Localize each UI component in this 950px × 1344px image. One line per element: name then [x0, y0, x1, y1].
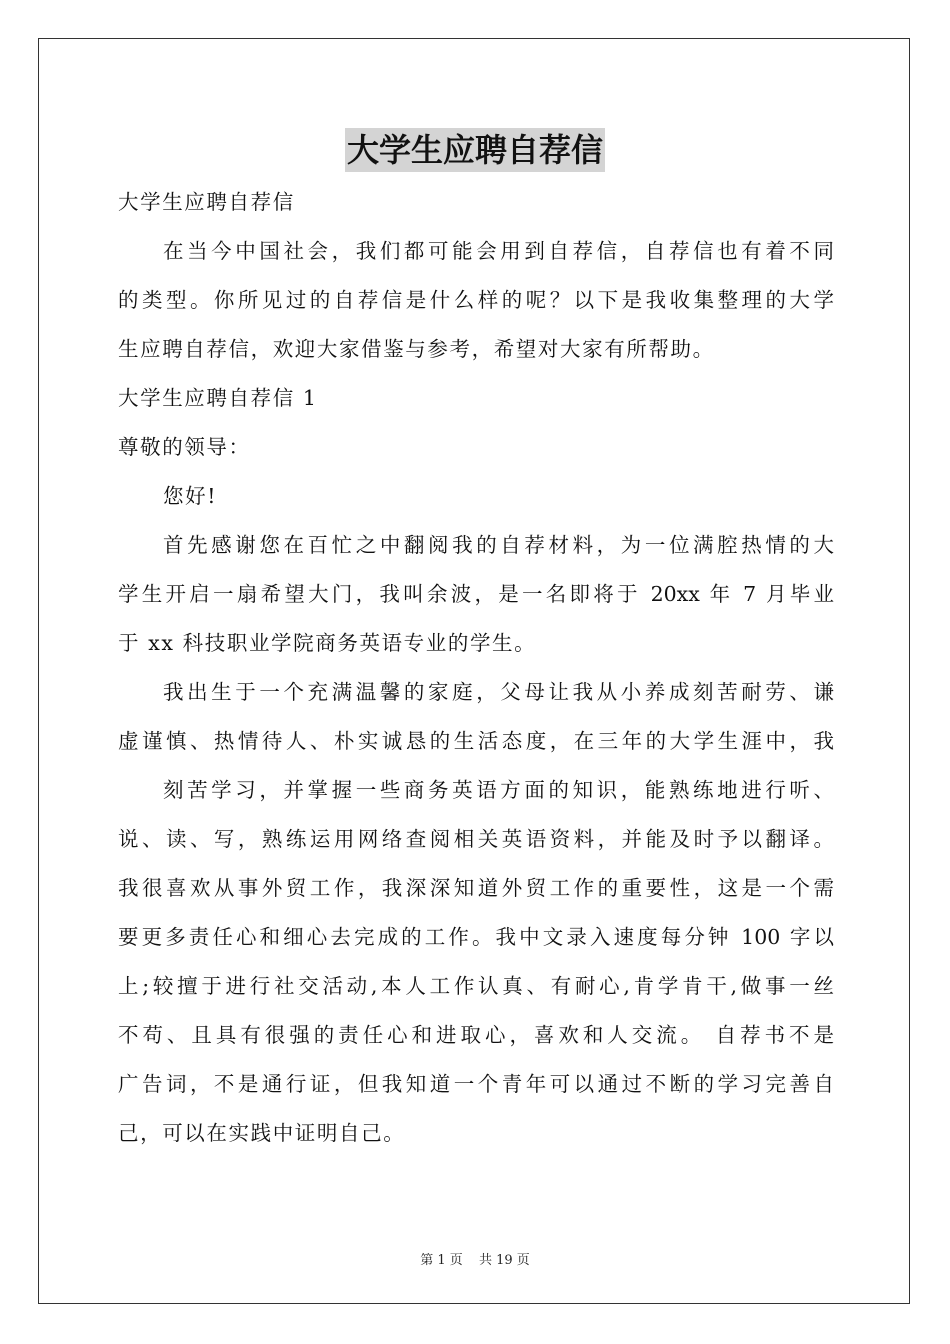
body-line: 于 xx 科技职业学院商务英语专业的学生。 — [118, 631, 537, 655]
page-footer — [0, 1249, 950, 1268]
body-line: 说、读、写，熟练运用网络查阅相关英语资料，并能及时予以翻译。 — [118, 827, 834, 851]
body-line: 我出生于一个充满温馨的家庭，父母让我从小养成刻苦耐劳、谦 — [163, 680, 834, 704]
body-line: 虚谨慎、热情待人、朴实诚恳的生活态度，在三年的大学生涯中，我 — [118, 729, 834, 753]
body-line: 广告词，不是通行证，但我知道一个青年可以通过不断的学习完善自 — [118, 1072, 834, 1096]
salutation: 尊敬的领导： — [118, 435, 251, 459]
body-line: 的类型。你所见过的自荐信是什么样的呢？以下是我收集整理的大学 — [118, 288, 834, 312]
greeting: 您好! — [163, 484, 218, 508]
document-title — [0, 128, 950, 172]
document-body — [118, 178, 834, 1158]
body-line: 上;较擅于进行社交活动,本人工作认真、有耐心,肯学肯干,做事一丝 — [118, 974, 834, 998]
body-line-subheading: 大学生应聘自荐信 1 — [118, 386, 318, 410]
body-line: 我很喜欢从事外贸工作，我深深知道外贸工作的重要性，这是一个需 — [118, 876, 834, 900]
body-line: 己，可以在实践中证明自己。 — [118, 1121, 406, 1145]
body-line: 不苟、且具有很强的责任心和进取心，喜欢和人交流。 自荐书不是 — [118, 1023, 834, 1047]
page-number: 第 1 页 — [420, 1253, 463, 1268]
body-line: 刻苦学习，并掌握一些商务英语方面的知识，能熟练地进行听、 — [163, 778, 834, 802]
body-line-heading: 大学生应聘自荐信 — [118, 190, 295, 214]
document-title-text: 大学生应聘自荐信 — [345, 128, 605, 172]
page-total: 共 19 页 — [478, 1253, 530, 1268]
body-line: 在当今中国社会，我们都可能会用到自荐信，自荐信也有着不同 — [163, 239, 834, 263]
body-line: 学生开启一扇希望大门，我叫余波，是一名即将于 20xx 年 7 月毕业 — [118, 582, 834, 606]
body-line: 要更多责任心和细心去完成的工作。我中文录入速度每分钟 100 字以 — [118, 925, 834, 949]
body-line: 首先感谢您在百忙之中翻阅我的自荐材料，为一位满腔热情的大 — [163, 533, 834, 557]
body-line: 生应聘自荐信，欢迎大家借鉴与参考，希望对大家有所帮助。 — [118, 337, 715, 361]
